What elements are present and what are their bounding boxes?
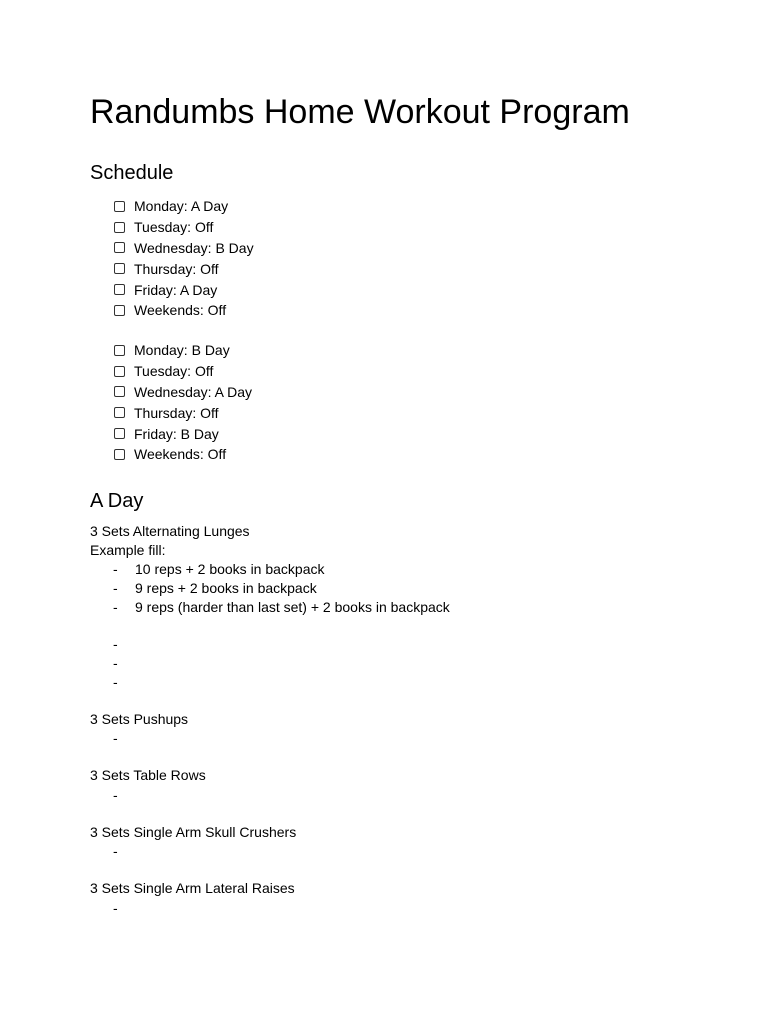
list-item <box>114 361 252 382</box>
checkbox[interactable] <box>114 407 125 418</box>
dash-bullet: - <box>113 636 118 652</box>
dash-bullet: - <box>113 787 118 803</box>
schedule-item-label: Thursday: Off <box>134 404 219 421</box>
list-item <box>114 196 254 217</box>
list-item[interactable] <box>113 673 135 692</box>
dash-bullet: - <box>113 561 118 577</box>
checkbox[interactable] <box>114 305 125 316</box>
list-item <box>114 238 254 259</box>
schedule-item-label: Friday: B Day <box>134 425 219 442</box>
dash-bullet: - <box>113 843 118 859</box>
checkbox[interactable] <box>114 428 125 439</box>
list-item[interactable] <box>113 654 135 673</box>
schedule-item-label: Weekends: Off <box>134 302 227 319</box>
list-item <box>114 444 252 465</box>
list-item[interactable] <box>113 635 135 654</box>
checkbox[interactable] <box>114 263 125 274</box>
list-item[interactable] <box>113 786 135 805</box>
list-item <box>114 423 252 444</box>
schedule-item-label: Friday: A Day <box>134 281 218 298</box>
checkbox[interactable] <box>114 386 125 397</box>
list-item[interactable] <box>113 842 135 861</box>
dash-bullet: - <box>113 599 118 615</box>
list-item <box>113 579 450 598</box>
checkbox[interactable] <box>114 366 125 377</box>
schedule-week2-list <box>114 340 252 465</box>
skull-crushers-entry-list <box>113 842 135 861</box>
list-item <box>114 300 254 321</box>
example-item-text: 9 reps + 2 books in backpack <box>135 580 317 596</box>
dash-bullet: - <box>113 674 118 690</box>
checkbox[interactable] <box>114 242 125 253</box>
lateral-raises-entry-list <box>113 899 135 918</box>
exercise-skull-crushers: 3 Sets Single Arm Skull Crushers <box>90 824 297 840</box>
exercise-table-rows: 3 Sets Table Rows <box>90 767 206 783</box>
list-item <box>114 340 252 361</box>
checkbox[interactable] <box>114 222 125 233</box>
exercise-pushups: 3 Sets Pushups <box>90 711 189 727</box>
a-day-heading: A Day <box>90 490 144 512</box>
list-item <box>114 279 254 300</box>
example-item-text: 9 reps (harder than last set) + 2 books in backpack <box>135 599 450 615</box>
document-title: Randumbs Home Workout Program <box>90 93 630 131</box>
schedule-item-label: Wednesday: B Day <box>134 239 254 256</box>
dash-bullet: - <box>113 655 118 671</box>
list-item <box>114 402 252 423</box>
checkbox[interactable] <box>114 449 125 460</box>
schedule-item-label: Tuesday: Off <box>134 363 214 380</box>
list-item <box>114 217 254 238</box>
pushups-entry-list <box>113 729 135 748</box>
exercise-lateral-raises: 3 Sets Single Arm Lateral Raises <box>90 880 295 896</box>
list-item <box>114 382 252 403</box>
list-item <box>114 258 254 279</box>
example-item-text: 10 reps + 2 books in backpack <box>135 561 325 577</box>
dash-bullet: - <box>113 580 118 596</box>
list-item <box>113 598 450 617</box>
table-rows-entry-list <box>113 786 135 805</box>
example-fill-label: Example fill: <box>90 542 166 558</box>
schedule-item-label: Thursday: Off <box>134 260 219 277</box>
list-item[interactable] <box>113 899 135 918</box>
schedule-heading: Schedule <box>90 162 174 184</box>
schedule-item-label: Tuesday: Off <box>134 219 214 236</box>
dash-bullet: - <box>113 730 118 746</box>
dash-bullet: - <box>113 900 118 916</box>
schedule-item-label: Monday: A Day <box>134 198 229 215</box>
schedule-item-label: Monday: B Day <box>134 342 230 359</box>
schedule-week1-list <box>114 196 254 321</box>
example-fill-list <box>113 560 450 617</box>
schedule-item-label: Weekends: Off <box>134 446 227 463</box>
checkbox[interactable] <box>114 345 125 356</box>
lunges-entry-list <box>113 635 135 692</box>
schedule-item-label: Wednesday: A Day <box>134 383 253 400</box>
exercise-lunges: 3 Sets Alternating Lunges <box>90 523 250 539</box>
checkbox[interactable] <box>114 284 125 295</box>
checkbox[interactable] <box>114 201 125 212</box>
list-item <box>113 560 450 579</box>
list-item[interactable] <box>113 729 135 748</box>
